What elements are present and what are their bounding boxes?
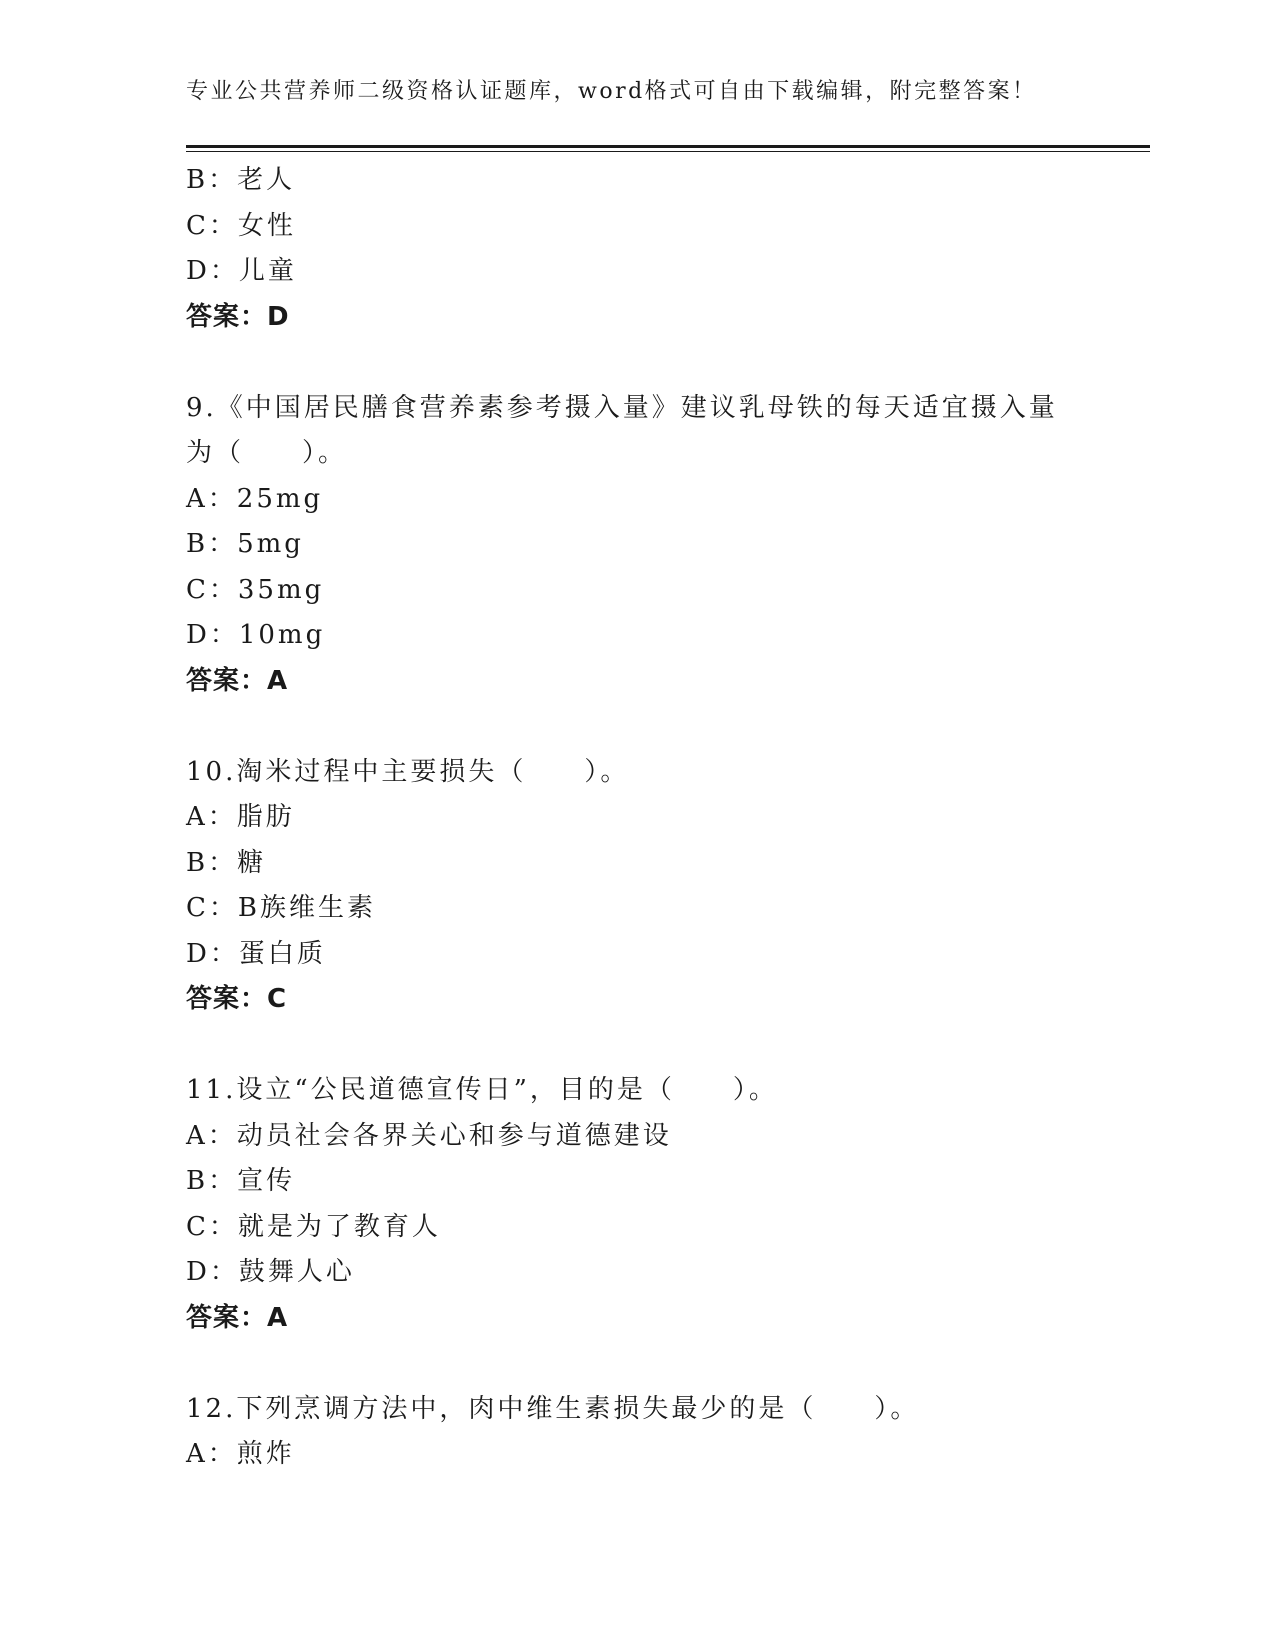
option-b: B：宣传 — [186, 1166, 296, 1196]
option-b: B：老人 — [186, 165, 296, 195]
answer-line: 答案：A — [186, 1302, 289, 1333]
option-d: D：10mg — [186, 620, 326, 650]
question-content — [186, 158, 1126, 1478]
spacer — [186, 1023, 1126, 1069]
option-c: C：女性 — [186, 210, 296, 241]
question-12 — [186, 1387, 1126, 1478]
option-b: B：5mg — [186, 529, 304, 559]
spacer — [186, 1341, 1126, 1387]
question-stem: 12.下列烹调方法中，肉中维生素损失最少的是（ ）。 — [186, 1393, 920, 1424]
option-d: D：鼓舞人心 — [186, 1257, 355, 1287]
header-rule-thin — [186, 151, 1150, 152]
question-stem: 10.淘米过程中主要损失（ ）。 — [186, 756, 630, 787]
option-a: A：脂肪 — [186, 802, 295, 832]
question-8-continued — [186, 158, 1126, 340]
question-10 — [186, 750, 1126, 1023]
answer-line: 答案：C — [186, 984, 288, 1014]
question-stem: 11.设立“公民道德宣传日”，目的是（ ）。 — [186, 1075, 778, 1105]
option-a: A：动员社会各界关心和参与道德建设 — [186, 1120, 672, 1151]
option-c: C：B族维生素 — [186, 893, 377, 923]
question-9 — [186, 386, 1126, 705]
question-stem: 9.《中国居民膳食营养素参考摄入量》建议乳母铁的每天适宜摄入量 — [186, 392, 1058, 423]
header-rule-thick — [186, 145, 1150, 148]
option-d: D：儿童 — [186, 256, 297, 286]
answer-line: 答案：D — [186, 301, 290, 332]
question-11 — [186, 1068, 1126, 1341]
spacer — [186, 704, 1126, 750]
option-c: C：就是为了教育人 — [186, 1211, 441, 1242]
option-a: A：25mg — [186, 483, 324, 514]
answer-line: 答案：A — [186, 665, 289, 696]
option-d: D：蛋白质 — [186, 938, 326, 969]
page-header: 专业公共营养师二级资格认证题库，word格式可自由下载编辑，附完整答案！ — [186, 79, 1037, 104]
question-stem-continued: 为（ ）。 — [186, 438, 348, 468]
spacer — [186, 340, 1126, 386]
option-a: A：煎炸 — [186, 1439, 295, 1469]
option-c: C：35mg — [186, 574, 325, 605]
option-b: B：糖 — [186, 847, 267, 878]
